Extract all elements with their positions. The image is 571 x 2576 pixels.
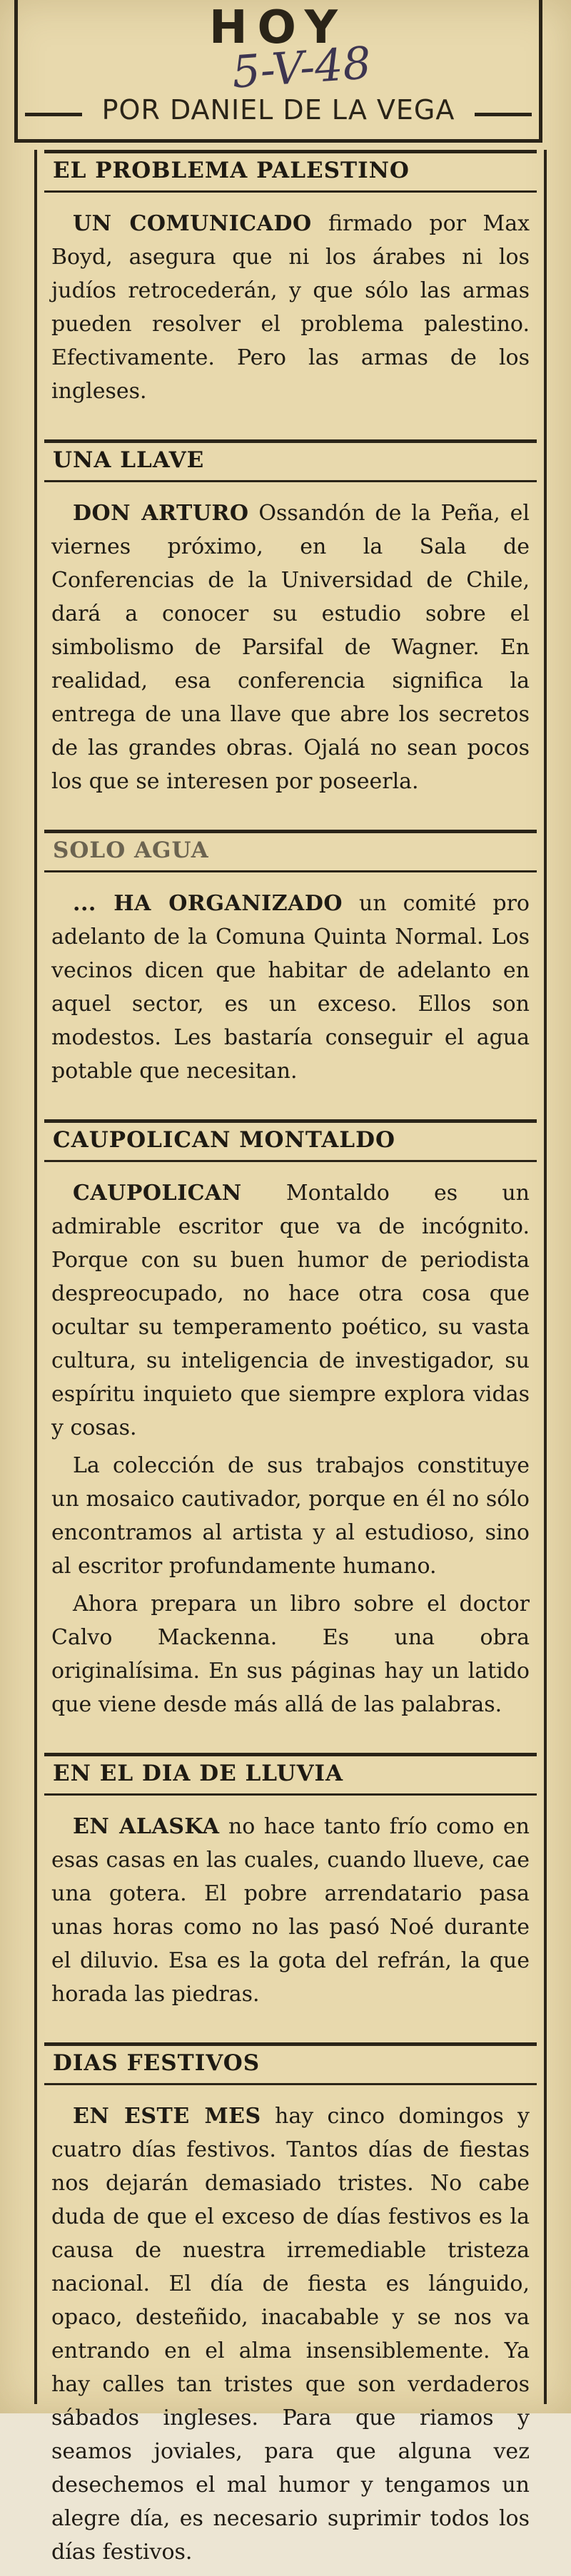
section-body	[49, 1162, 532, 1729]
paragraph	[51, 497, 530, 798]
paragraph-lead: DON ARTURO	[73, 501, 249, 526]
paragraph-text: no hace tanto frío como en esas casas en las cuales, cuando llueve, cae una gotera. El pobre arrendatario pasa unas horas como no las pasó Noé durante el diluvio. Esa es la gota del refrán, la que horada las piedras.	[51, 1814, 530, 2007]
paragraph	[51, 887, 530, 1088]
paragraph	[51, 2099, 530, 2569]
paragraph-text: firmado por Max Boyd, asegura que ni los árabes ni los judíos retrocederán, y que sólo las armas pueden resolver el problema palestino. Efectivamente. Pero las armas de los ingleses.	[51, 211, 530, 404]
article-section	[49, 830, 532, 1095]
paragraph	[51, 1176, 530, 1445]
article-section	[49, 439, 532, 805]
section-heading: EN EL DIA DE LLUVIA	[53, 1761, 344, 1786]
paragraph-lead: UN COMUNICADO	[73, 211, 312, 236]
paragraph-lead: CAUPOLICAN	[73, 1181, 242, 1206]
paragraph-lead: EN ALASKA	[73, 1814, 220, 1839]
paragraph	[51, 1449, 530, 1583]
section-heading: UNA LLAVE	[53, 447, 205, 473]
article-section	[49, 1119, 532, 1729]
byline-rule-right	[475, 113, 532, 116]
paragraph-lead: EN ESTE MES	[73, 2104, 261, 2129]
article-section	[49, 1753, 532, 2018]
article-section	[49, 150, 532, 415]
paragraph-lead: ... HA ORGANIZADO	[73, 891, 343, 916]
paragraph	[51, 1810, 530, 2011]
byline: POR DANIEL DE LA VEGA	[101, 94, 455, 126]
section-heading: DIAS FESTIVOS	[53, 2050, 261, 2076]
section-body	[49, 193, 532, 415]
article-column	[34, 150, 547, 2565]
masthead	[14, 0, 542, 143]
section-body	[49, 872, 532, 1095]
paragraph-text: Montaldo es un admirable escritor que va de incógnito. Porque con su buen humor de periodista despreocupado, no hace otra cosa que ocultar su temperamento poético, su vasta cultura, su inteligencia de investigador, su espíritu inquieto que siempre explora vidas y cosas.	[51, 1181, 530, 1440]
section-body	[49, 482, 532, 805]
paragraph	[51, 207, 530, 408]
paragraph-text: La colección de sus trabajos constituye un mosaico cautivador, porque en él no sólo encontramos al artista y al estudioso, sino al escritor profundamente humano.	[51, 1453, 530, 1579]
section-body	[49, 2085, 532, 2576]
section-heading: EL PROBLEMA PALESTINO	[53, 158, 410, 183]
section-body	[49, 1796, 532, 2018]
paragraph-text: un comité pro adelanto de la Comuna Quinta Normal. Los vecinos dicen que habitar de adelanto en aquel sector, es un exceso. Ellos son modestos. Les bastaría conseguir el agua potable que necesitan.	[51, 891, 530, 1084]
paragraph	[51, 1587, 530, 1721]
article-section	[49, 2042, 532, 2576]
column-title: HOY	[208, 1, 348, 54]
paragraph-text: hay cinco domingos y cuatro días festivos. Tantos días de fiestas nos dejarán demasiado tristes. No cabe duda de que el exceso de días festivos es la causa de nuestra irremediable tristeza nacional. El día de fiesta es lánguido, opaco, desteñido, inacabable y se nos va entrando en el alma insensiblemente. Ya hay calles tan tristes que son verdaderos sábados ingleses. Para que riamos y seamos joviales, para que alguna vez desechemos el mal humor y tengamos un alegre día, es necesario suprimir todos los días festivos.	[51, 2104, 530, 2565]
handwritten-date: 5-V-48	[230, 36, 373, 98]
paragraph-text: Ossandón de la Peña, el viernes próximo, en la Sala de Conferencias de la Universidad de Chile, dará a conocer su estudio sobre el simbolismo de Parsifal de Wagner. En realidad, esa conferencia significa la entrega de una llave que abre los secretos de las grandes obras. Ojalá no sean pocos los que se interesen por poseerla.	[51, 501, 530, 794]
section-heading: CAUPOLICAN MONTALDO	[53, 1127, 395, 1153]
section-heading: SOLO AGUA	[53, 838, 209, 863]
paragraph-text: Ahora prepara un libro sobre el doctor Calvo Mackenna. Es una obra originalísima. En sus páginas hay un latido que viene desde más allá de las palabras.	[51, 1592, 530, 1717]
